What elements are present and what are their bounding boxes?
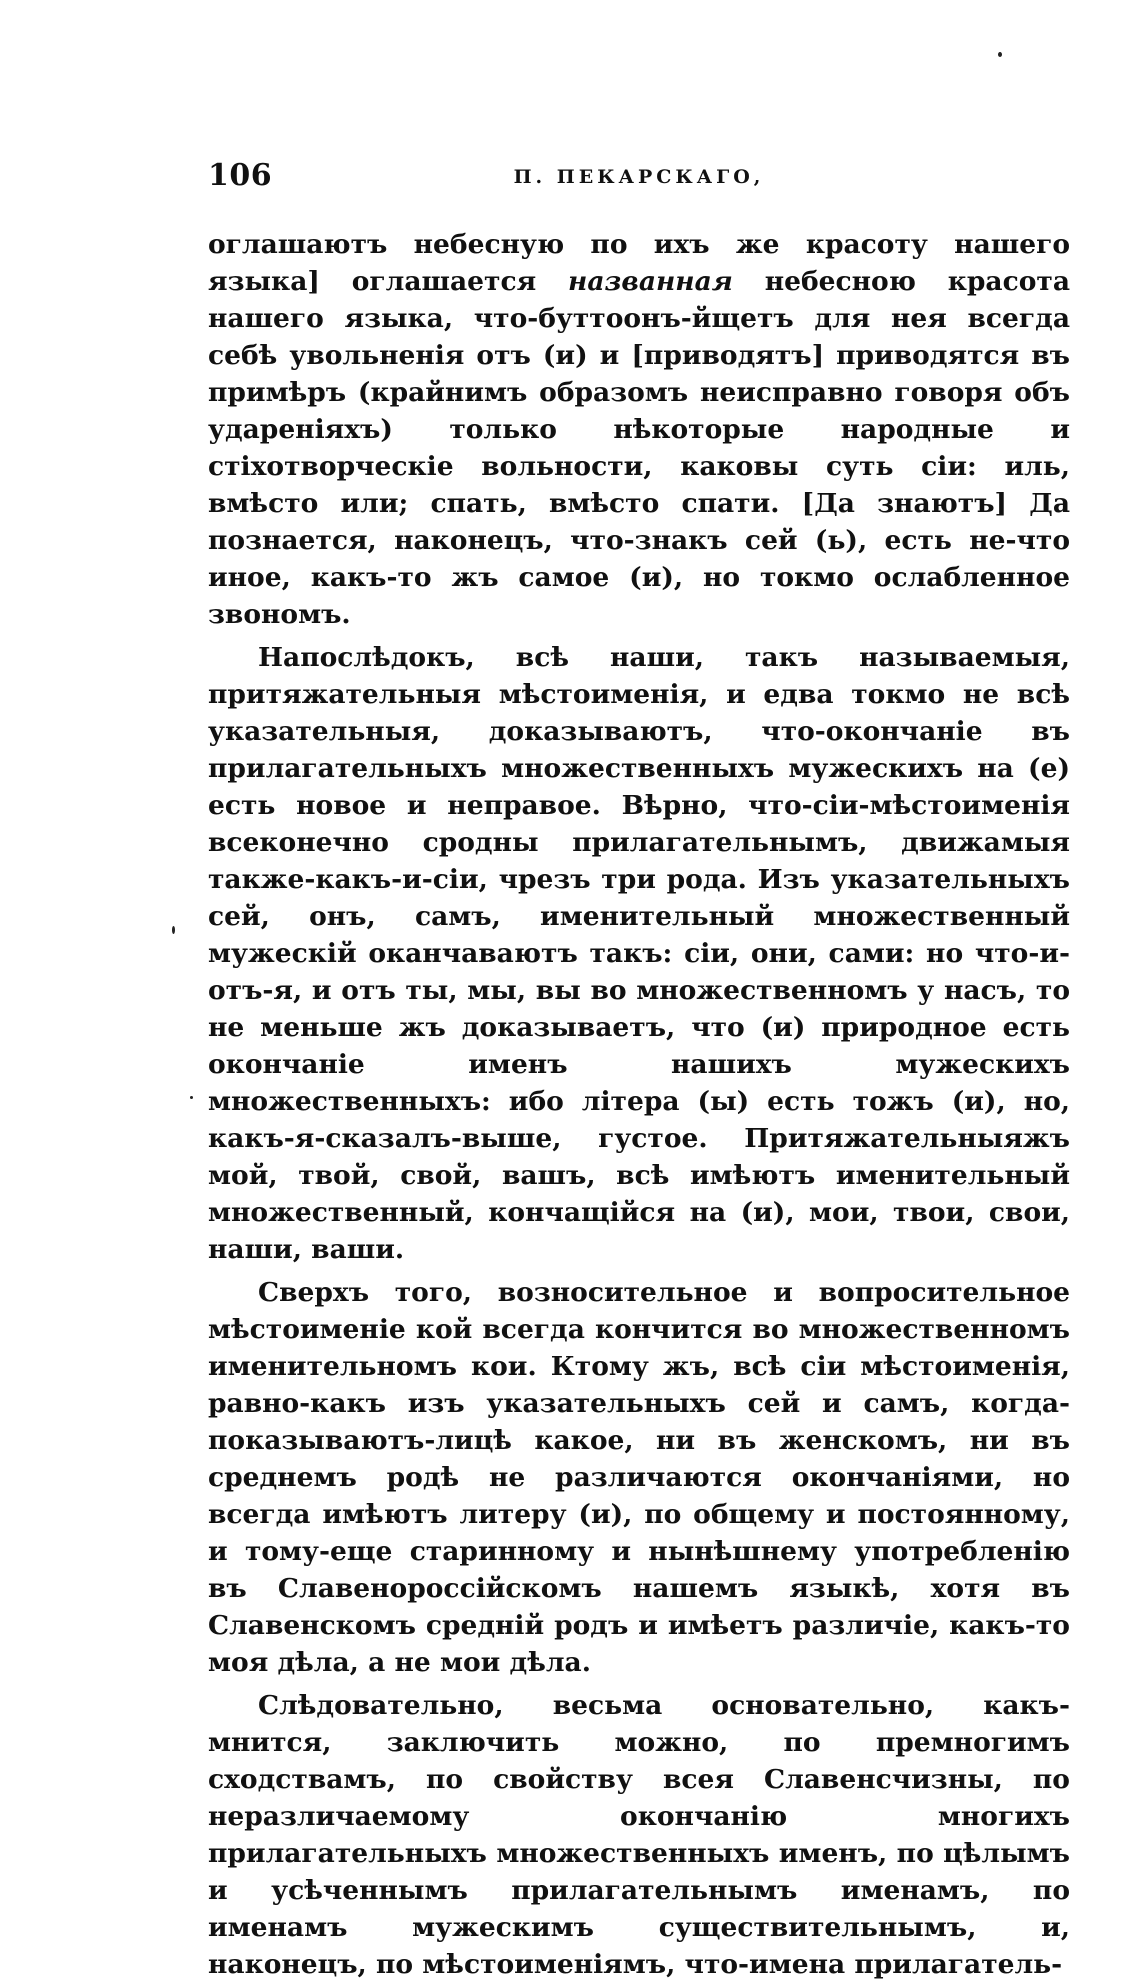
page-body: [208, 226, 1070, 1983]
print-speck: [998, 52, 1002, 57]
italic-word: названная: [568, 266, 733, 297]
paragraph-1-text-end: небесною красота нашего языка, что-буттоонъ-йщетъ для нея всегда себѣ увольненія отъ (и) и [приводятъ] приводятся въ примѣръ (крайнимъ образомъ неисправно говоря объ удареніяхъ) только нѣкоторые народные и стіхотворческіе вольности, каковы суть сіи: иль, вмѣсто или; спать, вмѣсто спати. [Да знаютъ] Да познается, наконецъ, что-знакъ сей (ь), есть не-что иное, какъ-то жъ самое (и), но токмо ослабленное звономъ.: [208, 266, 1070, 630]
paragraph-1: [208, 226, 1070, 633]
page-header: [208, 158, 1070, 202]
paragraph-3: Сверхъ того, возносительное и вопросительное мѣстоименіе кой всегда кончится во множественномъ именительномъ кои. Ктому жъ, всѣ сіи мѣстоименія, равно-какъ изъ указательныхъ сей и самъ, когда-показываютъ-лицѣ какое, ни въ женскомъ, ни въ среднемъ родѣ не различаются окончаніями, но всегда имѣютъ литеру (и), по общему и постоянному, и тому-еще старинному и нынѣшнему употребленію въ Славенороссійскомъ нашемъ языкѣ, хотя въ Славенскомъ средній родъ и имѣетъ различіе, какъ-то моя дѣла, а не мои дѣла.: [208, 1277, 1070, 1678]
running-head: П. ПЕКАРСКАГО,: [513, 166, 765, 188]
print-speck: [172, 926, 175, 934]
paragraph-4: Слѣдовательно, весьма основательно, какъ-мнится, заключить можно, по премногимъ сходствамъ, по свойству всея Славенсчизны, по неразличаемому окончанію многихъ прилагательныхъ множественныхъ именъ, по цѣлымъ и усѣченнымъ прилагательнымъ именамъ, по именамъ мужескимъ существительнымъ, и, наконецъ, по мѣстоименіямъ, что-имена прилагатель-: [208, 1690, 1070, 1980]
print-speck: [190, 1096, 193, 1099]
page-number: 106: [208, 158, 273, 193]
paragraph-1-text-start: оглашаютъ небесную по ихъ же красоту нашего языка] оглашается: [208, 229, 1070, 297]
paragraph-2: Напослѣдокъ, всѣ наши, такъ называемыя, притяжательныя мѣстоименія, и едва токмо не всѣ указательныя, доказываютъ, что-окончаніе въ прилагательныхъ множественныхъ мужескихъ на (е) есть новое и неправое. Вѣрно, что-сіи-мѣстоименія всеконечно сродны прилагательнымъ, движамыя также-какъ-и-сіи, чрезъ три рода. Изъ указательныхъ сей, онъ, самъ, именительный множественный мужескій оканчаваютъ такъ: сіи, они, сами: но что-и-отъ-я, и отъ ты, мы, вы во множественномъ у насъ, то не меньше жъ доказываетъ, что (и) природное есть окончаніе именъ нашихъ мужескихъ множественныхъ: ибо літера (ы) есть тожъ (и), но, какъ-я-сказалъ-выше, густое. Притяжательныяжъ мой, твой, свой, вашъ, всѣ имѣютъ именительный множественный, кончащійся на (и), мои, твои, свои, наши, ваши.: [208, 642, 1070, 1265]
